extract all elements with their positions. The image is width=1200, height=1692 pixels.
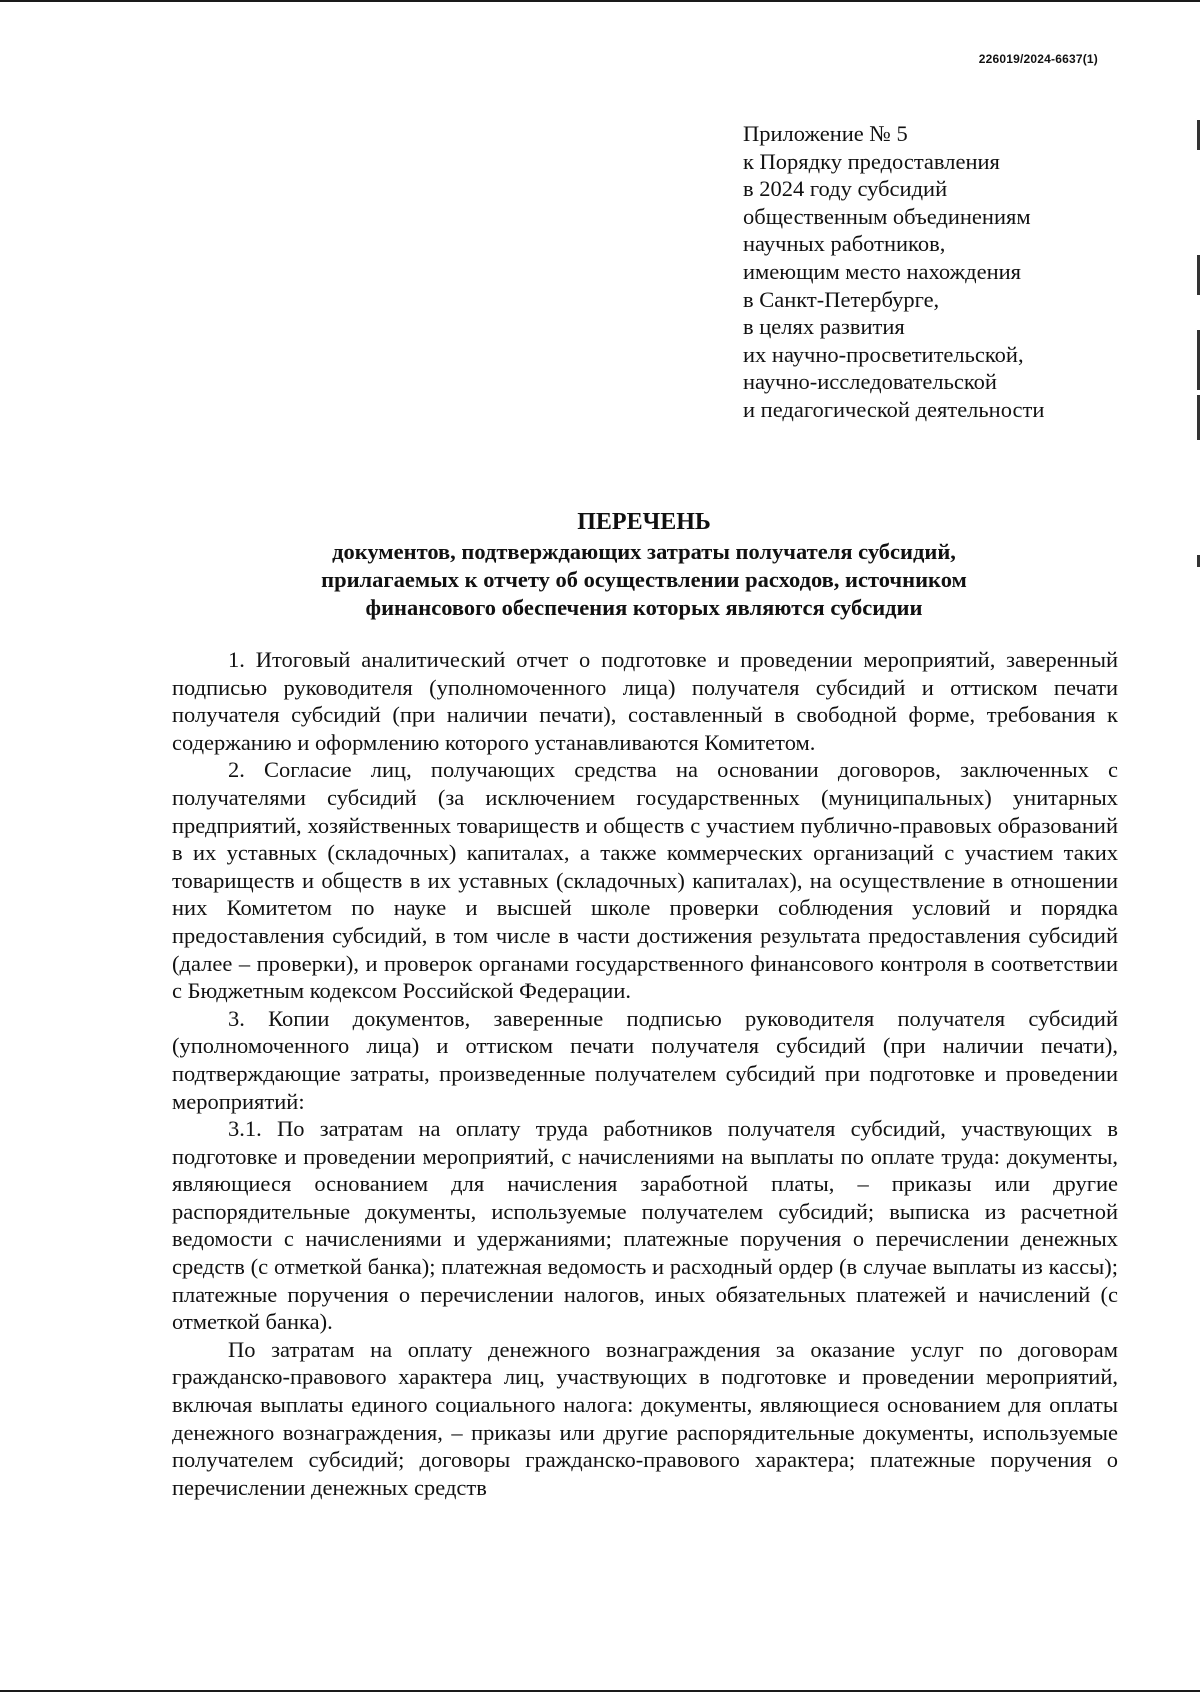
appendix-line: в Санкт-Петербурге, <box>743 286 940 312</box>
appendix-line: общественным объединениям <box>743 203 1031 229</box>
appendix-line: их научно-просветительской, <box>743 341 1024 367</box>
appendix-line: Приложение № 5 <box>743 121 908 146</box>
appendix-line: к Порядку предоставления <box>743 148 1000 174</box>
appendix-line: имеющим место нахождения <box>743 258 1022 284</box>
appendix-line: научных работников, <box>743 231 946 257</box>
paragraph-3: 3. Копии документов, заверенные подписью руководителя получателя субсидий (уполномоченного лица) и оттиском печати получателя субсидий (при наличии печати), подтверждающие затраты, произведенные получателем субсидий при подготовке и проведении мероприятий: <box>172 1005 1118 1114</box>
paragraph-3-1: 3.1. По затратам на оплату труда работников получателя субсидий, участвующих в подготовке и проведении мероприятий, с начислениями на выплаты по оплате труда: документы, являющиеся основанием для начисления заработной платы, – приказы или другие распорядительные документы, используемые получателем субсидий; выписка из расчетной ведомости с начислениями и удержаниями; платежные поручения о перечислении денежных средств (с отметкой банка); платежная ведомость и расходный ордер (в случае выплаты из кассы); платежные поручения о перечислении налогов, иных обязательных платежей и начислений (с отметкой банка). <box>172 1116 1118 1335</box>
document-title <box>172 508 1116 622</box>
paragraph-2: 2. Согласие лиц, получающих средства на основании договоров, заключенных с получателями субсидий (за исключением государственных (муниципальных) унитарных предприятий, хозяйственных товариществ и обществ с участием публично-правовых образований в их уставных (складочных) капиталах, а также коммерческих организаций с участием таких товариществ и обществ в их уставных (складочных) капиталах), на осуществление в отношении них Комитетом по науке и высшей школе проверки соблюдения условий и порядка предоставления субсидий, в том числе в части достижения результата предоставления субсидий (далее – проверки), и проверок органами государственного финансового контроля в соответствии с Бюджетным кодексом Российской Федерации. <box>172 757 1118 1004</box>
scan-border-top <box>0 0 1200 2</box>
title-subline: прилагаемых к отчету об осуществлении расходов, источником <box>321 567 967 592</box>
appendix-block <box>743 120 1163 424</box>
registration-number: 226019/2024-6637(1) <box>978 52 1098 66</box>
appendix-line: научно-исследовательской <box>743 369 997 395</box>
title-subline: документов, подтверждающих затраты получателя субсидий, <box>332 539 956 564</box>
title-main: ПЕРЕЧЕНЬ <box>577 509 711 535</box>
appendix-line: и педагогической деятельности <box>743 396 1045 422</box>
appendix-line: в целях развития <box>743 314 905 340</box>
document-body <box>172 646 1118 1501</box>
paragraph-3-1-continued: По затратам на оплату денежного вознаграждения за оказание услуг по договорам гражданско-правового характера лиц, участвующих в подготовке и проведении мероприятий, включая выплаты единого социального налога: документы, являющиеся основанием для оплаты денежного вознаграждения, – приказы или другие распорядительные документы, используемые получателем субсидий; договоры гражданско-правового характера; платежные поручения о перечислении денежных средств <box>172 1336 1118 1500</box>
appendix-line: в 2024 году субсидий <box>743 176 948 202</box>
title-subline: финансового обеспечения которых являются субсидии <box>365 595 923 620</box>
paragraph-1: 1. Итоговый аналитический отчет о подготовке и проведении мероприятий, заверенный подписью руководителя (уполномоченного лица) получателя субсидий и оттиском печати получателя субсидий (при наличии печати), составленный в свободной форме, требования к содержанию и оформлению которого устанавливаются Комитетом. <box>172 647 1118 755</box>
